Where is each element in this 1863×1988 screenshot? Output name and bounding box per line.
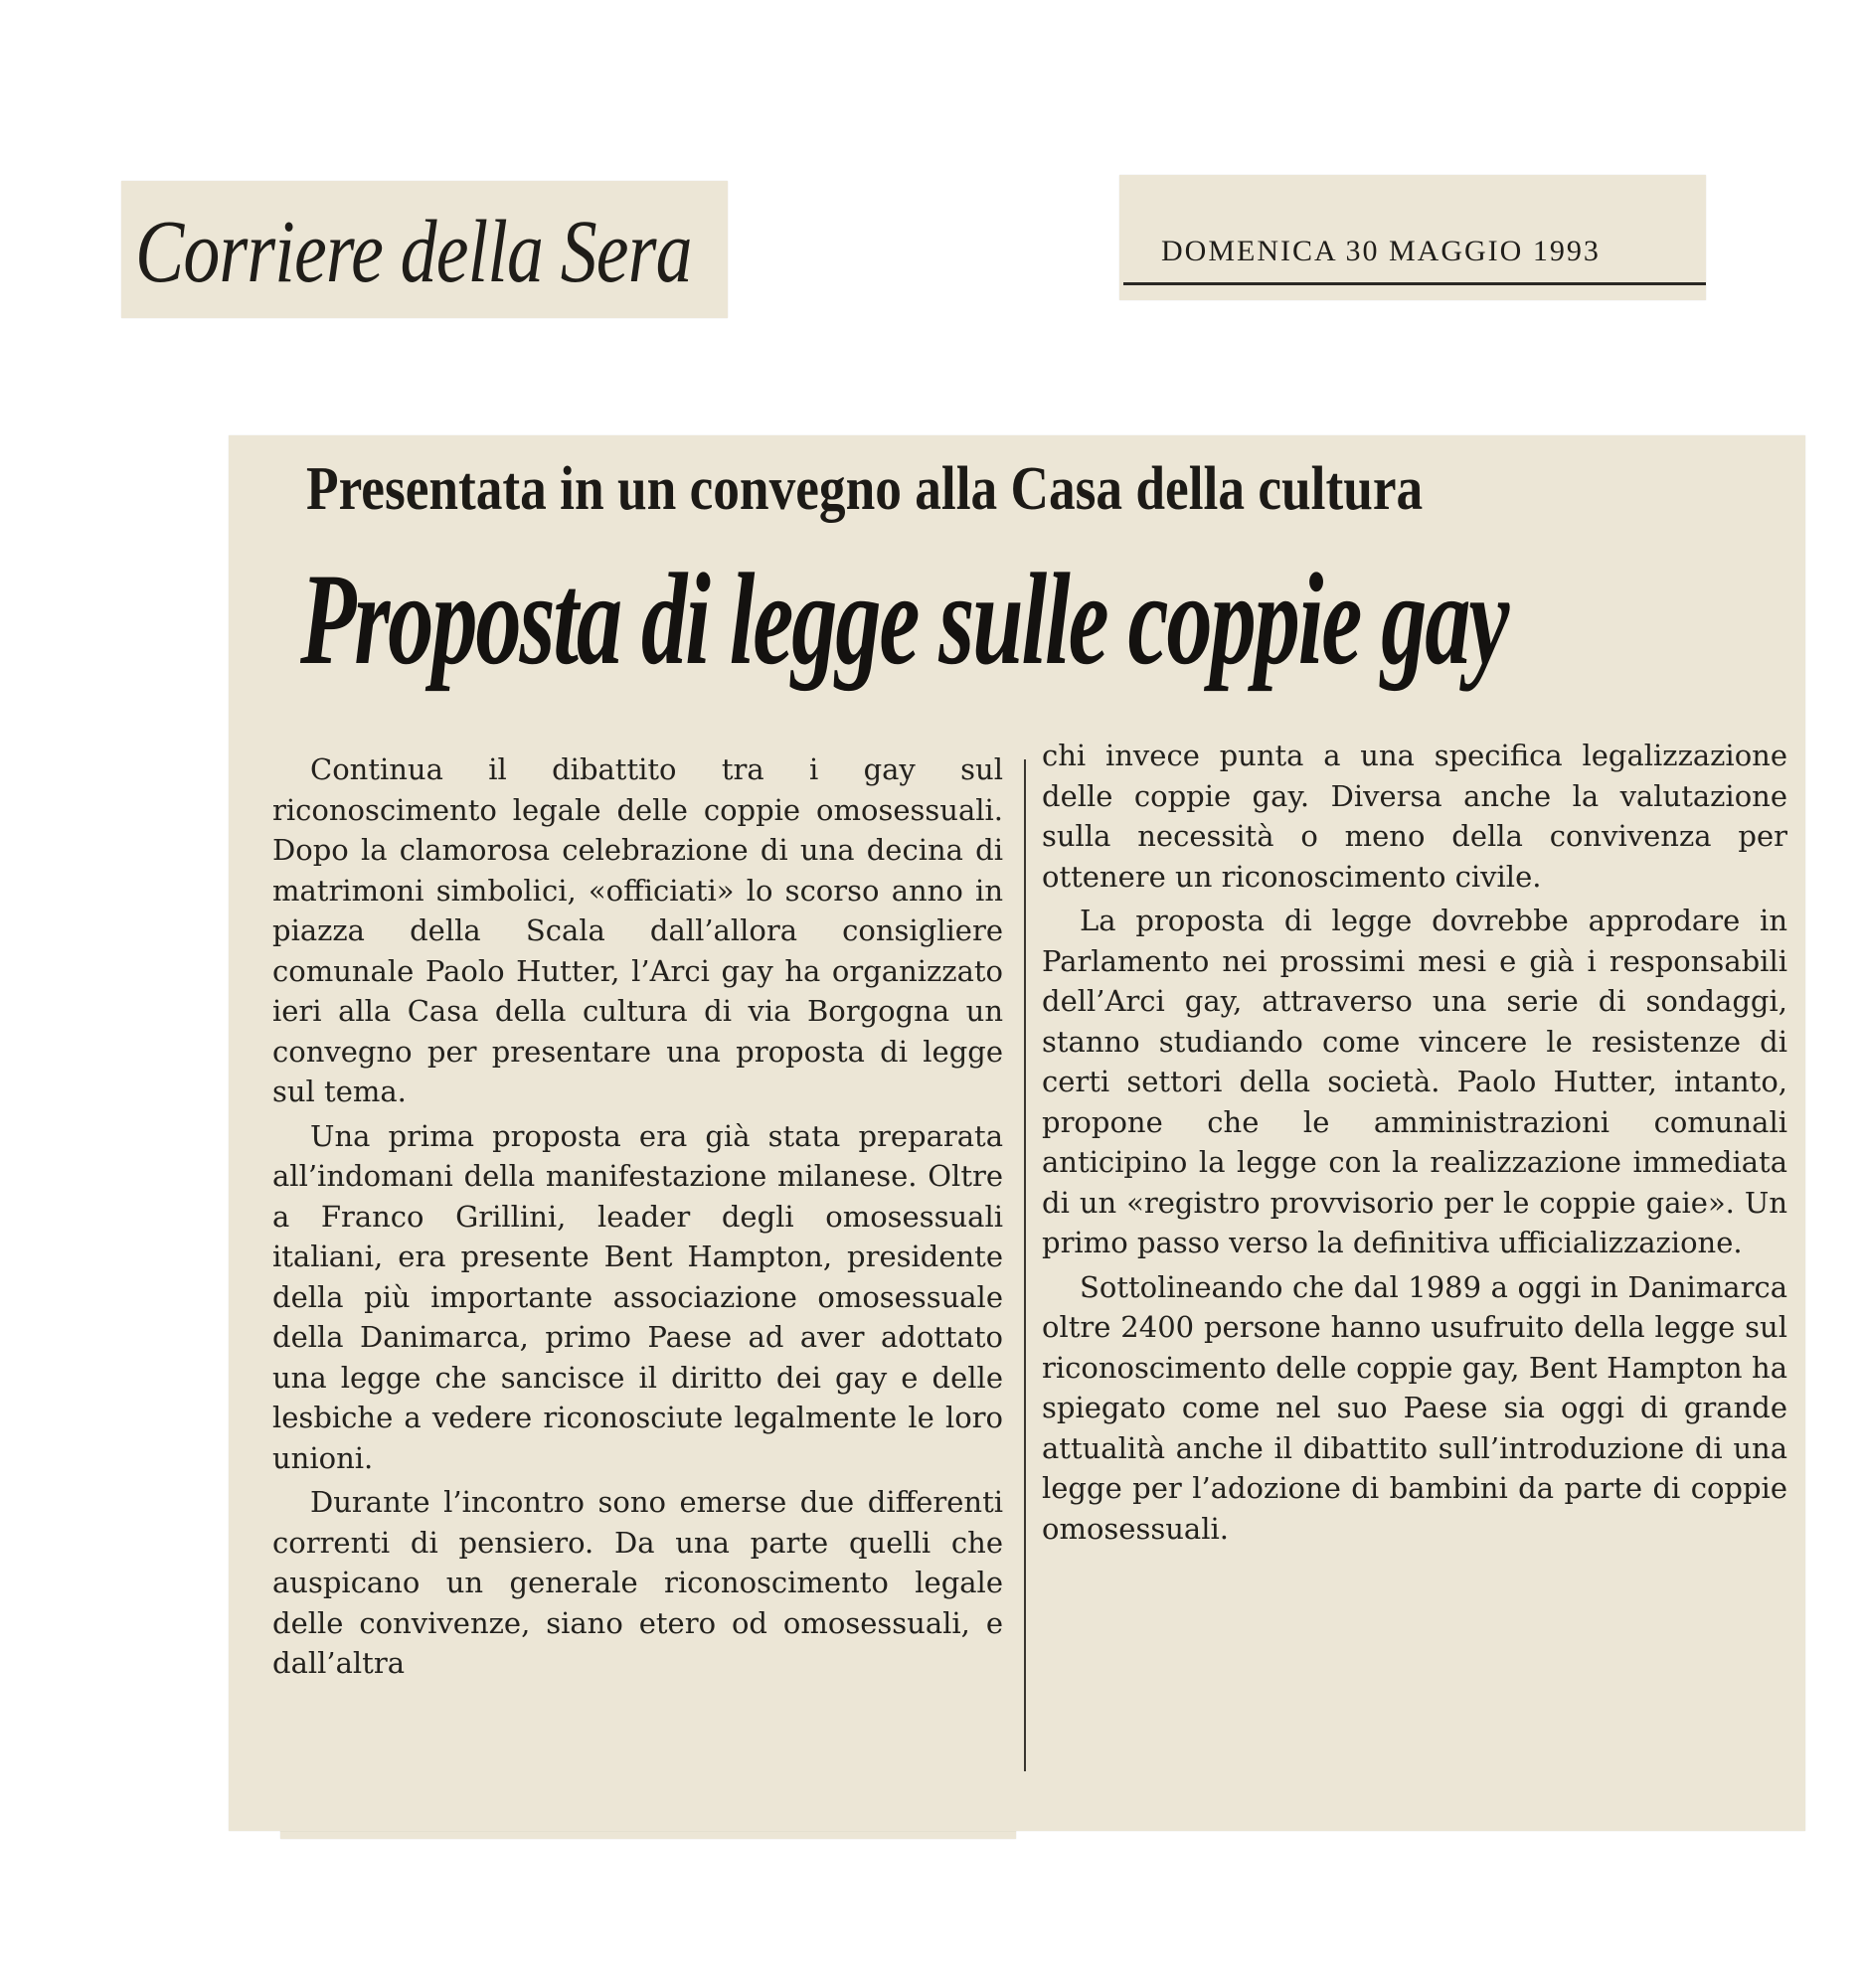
article-paragraph-3: Durante l’incontro sono emerse due differenti correnti di pensiero. Da una parte quelli che auspicano un generale riconoscimento legale delle convivenze, siano etero od omosessuali, e dall’altra	[272, 1485, 1003, 1680]
article-column-right	[1042, 736, 1787, 1549]
article-clipping	[229, 435, 1805, 1831]
masthead-clipping	[121, 181, 728, 318]
article-paragraph-2: Una prima proposta era già stata preparata all’indomani della manifestazione milanese. Oltre a Franco Grillini, leader degli omosessuali italiani, era presente Bent Hampton, presidente della più importante associazione omosessuale della Danimarca, primo Paese ad aver adottato una legge che sancisce il diritto dei gay e delle lesbiche a vedere riconosciute legalmente le loro unioni.	[272, 1118, 1003, 1475]
article-paragraph-5: Sottolineando che dal 1989 a oggi in Danimarca oltre 2400 persone hanno usufruito della legge sul riconoscimento delle coppie gay, Bent Hampton ha spiegato come nel suo Paese sia oggi di grande attualità anche il dibattito sull’introduzione di una legge per l’adozione di bambini da parte di coppie omosessuali.	[1042, 1269, 1787, 1546]
column-divider-rule	[1024, 759, 1026, 1771]
article-paragraph-4: La proposta di legge dovrebbe approdare in Parlamento nei prossimi mesi e già i responsabili dell’Arci gay, attraverso una serie di sondaggi, stanno studiando come vincere le resistenze di certi settori della società. Paolo Hutter, intanto, propone che le amministrazioni comunali anticipino la legge con la realizzazione immediata di un «registro provvisorio per le coppie gaie». Un primo passo verso la definitiva ufficializzazione.	[1042, 904, 1787, 1259]
article-paragraph-3-continued: chi invece punta a una specifica legalizzazione delle coppie gay. Diversa anche la valutazione sulla necessità o meno della convivenza per ottenere un riconoscimento civile.	[1042, 739, 1787, 894]
article-column-left	[272, 749, 1003, 1684]
article-paragraph-1: Continua il dibattito tra i gay sul riconoscimento legale delle coppie omosessuali. Dopo la clamorosa celebrazione di una decina di matrimoni simbolici, «officiati» lo scorso anno in piazza della Scala dall’allora consigliere comunale Paolo Hutter, l’Arci gay ha organizzato ieri alla Casa della cultura di via Borgogna un convegno per presentare una proposta di legge sul tema.	[272, 752, 1003, 1108]
date-clipping	[1119, 175, 1706, 300]
date-underline-rule	[1123, 282, 1706, 285]
article-kicker: Presentata in un convegno alla Casa della cultura	[306, 455, 1424, 523]
newspaper-masthead: Corriere della Sera	[135, 203, 692, 301]
article-headline: Proposta di legge sulle coppie gay	[300, 546, 1508, 692]
publication-date: DOMENICA 30 MAGGIO 1993	[1161, 235, 1601, 267]
